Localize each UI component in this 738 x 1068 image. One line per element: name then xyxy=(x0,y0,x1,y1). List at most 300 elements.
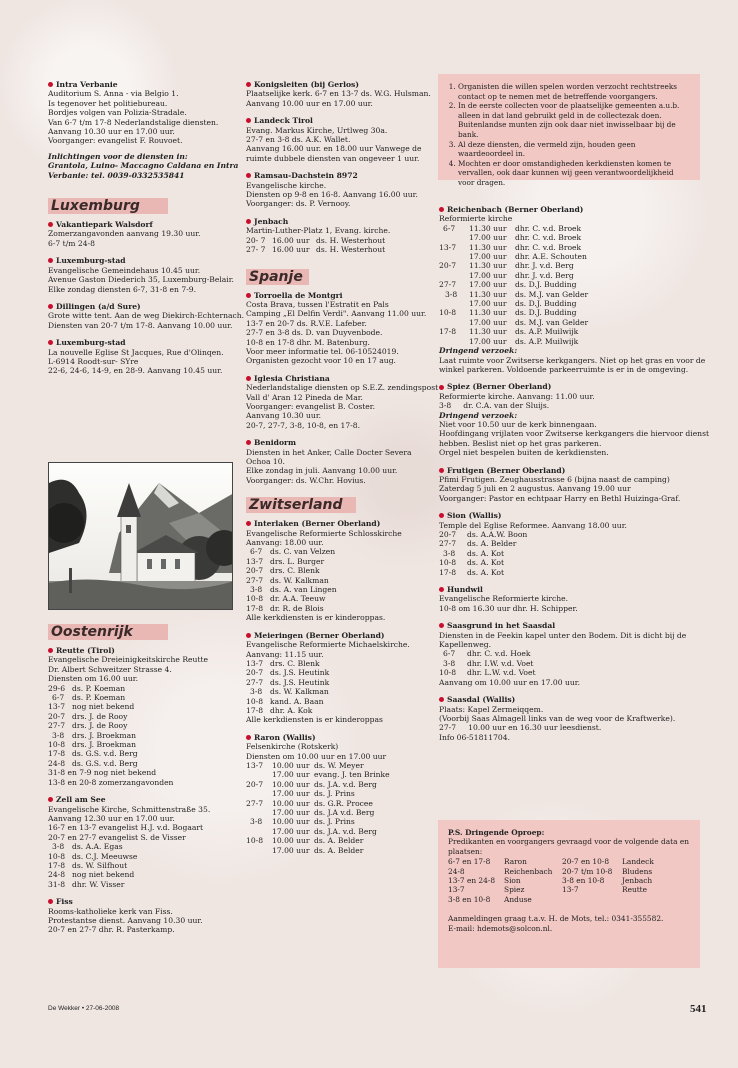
entry-benidorm xyxy=(246,438,436,485)
person-cell: drs. J. de Rooy xyxy=(72,711,128,721)
date-cell: 10-8 xyxy=(246,696,264,706)
person-cell: ds. P. Koeman xyxy=(72,693,126,703)
date-cell: 27-7 xyxy=(246,798,264,808)
entry-line: Bordjes volgen van Polizia-Stradale. xyxy=(48,108,187,118)
schedule-table xyxy=(439,530,699,577)
time-cell: 11.30 uur xyxy=(469,242,507,252)
date-cell: 20- 7 xyxy=(246,235,266,245)
time-cell: 11.30 uur xyxy=(469,308,507,318)
entry-line: Is tegenover het politiebureau. xyxy=(48,98,168,108)
ps-intro: Predikanten en voorgangers gevraagd voor de volgende data en plaatsen: xyxy=(448,837,689,856)
entry-line: 22-6, 24-6, 14-9, en 28-9. Aanvang 10.45 uur. xyxy=(48,366,223,376)
ps-cell: Spiez xyxy=(504,885,525,895)
person-cell: dhr. J. v.d. Berg xyxy=(515,261,574,271)
entry-saasdal xyxy=(439,695,699,742)
entry-line: Vall d' Aran 12 Pineda de Mar. xyxy=(246,392,363,402)
entry-line: 13-7 en 20-7 ds. R.V.E. Lafeber. xyxy=(246,318,367,328)
entry-line: Voorganger: Pastor en echtpaar Harry en Bethl Huizinga-Graf. xyxy=(439,493,681,503)
date-cell: 27-7 xyxy=(246,677,264,687)
bullet-icon xyxy=(48,258,53,263)
urgent-label: Dringend verzoek: xyxy=(439,346,518,356)
entry-spiez xyxy=(439,382,710,458)
schedule-table xyxy=(246,547,436,613)
entry-line: Ochoa 10. xyxy=(246,457,285,466)
ps-cell: Landeck xyxy=(622,857,654,867)
time-cell: 17.00 uur xyxy=(272,826,310,836)
bullet-icon xyxy=(439,587,444,592)
date-cell: 6-7 xyxy=(443,223,456,233)
entry-intra xyxy=(48,80,238,180)
person-cell: ds. A.P. Muilwijk xyxy=(515,327,579,337)
person-cell: ds. J.S. Heutink xyxy=(270,677,330,687)
person-cell: ds. A. Belder xyxy=(467,539,517,549)
entry-line: Orgel niet bespelen buiten de kerkdiensten. xyxy=(439,448,609,458)
info-item: 2. In de eerste collecten voor de plaatselijke gemeenten a.u.b. alleen in dat land gebruikt geld in de collectezak doen. Buitenlandse munten zijn ook daar niet inwisselbaar bij de bank. xyxy=(458,101,692,139)
entry-title: Fiss xyxy=(56,897,73,907)
entry-line: Diensten in de Feekin kapel unter den Bodem. Dit is dicht bij de xyxy=(439,630,687,640)
date-cell: 17-8 xyxy=(439,327,457,337)
urgent-label: Dringend verzoek: xyxy=(439,410,518,420)
person-cell: ds. A.A.W. Boon xyxy=(467,530,528,539)
entry-line: Evangelische Gemeindehaus 10.45 uur. xyxy=(48,265,201,275)
person-cell: dhr. C. v.d. Broek xyxy=(515,223,582,233)
time-cell: 16.00 uur xyxy=(272,235,310,245)
person-cell: dhr. W. Visser xyxy=(72,879,125,889)
time-cell: 17.00 uur xyxy=(469,317,507,327)
bullet-icon xyxy=(246,173,251,178)
entry-title: Saasdal (Wallis) xyxy=(447,695,516,705)
person-cell: ds. P. Koeman xyxy=(72,683,126,693)
bullet-icon xyxy=(439,697,444,702)
entry-line: Organisten gezocht voor 10 en 17 aug. xyxy=(246,356,396,366)
entry-line: Zomerzangavonden aanvang 19.30 uur. xyxy=(48,229,201,239)
time-cell: 10.00 uur xyxy=(272,817,310,827)
entry-line: Evangelische Dreieinigkeitskirche Reutte xyxy=(48,655,209,665)
bullet-icon xyxy=(439,385,444,390)
date-cell: 10-8 xyxy=(246,836,264,846)
entry-line: Rooms-katholieke kerk van Fiss. xyxy=(48,906,173,916)
entry-line: Evang. Markus Kirche, Urtlweg 30a. xyxy=(246,125,388,135)
time-cell: 11.30 uur xyxy=(469,261,507,271)
entry-line: ruimte dubbele diensten van ongeveer 1 uur. xyxy=(246,153,420,163)
entry-line: Evangelische Reformierte kirche. xyxy=(439,594,569,604)
entry-iglesia xyxy=(246,373,439,430)
entry-frutigen xyxy=(439,466,699,504)
section-heading-oostenrijk: Oostenrijk xyxy=(48,624,168,640)
entry-line: Evangelische Reformierte Schlosskirche xyxy=(246,528,402,538)
entry-line: Protestantse dienst. Aanvang 10.30 uur. xyxy=(48,915,203,925)
entry-line: Voorganger: evangelist F. Rouvoet. xyxy=(48,136,183,146)
ps-cell: 13-7 xyxy=(448,885,465,895)
date-cell: 3-8 xyxy=(443,548,456,558)
date-cell xyxy=(439,271,469,280)
ps-cell: Raron xyxy=(504,857,527,867)
entry-line: Camping „El Delfin Verdi". Aanvang 11.00 uur. xyxy=(246,309,427,319)
time-cell: 10.00 uur xyxy=(272,836,310,846)
person-cell: ds. M.J. van Gelder xyxy=(515,289,589,299)
info-line: Grantola, Luino- Maccagno Caldana en Intra xyxy=(48,161,239,171)
entry-line: Dr. Albert Schweitzer Strasse 4. xyxy=(48,664,172,674)
date-cell xyxy=(246,827,272,836)
entry-landeck xyxy=(246,116,436,163)
person-cell: ds. W. Meyer xyxy=(314,760,364,770)
bullet-icon xyxy=(246,633,251,638)
time-cell: 17.00 uur xyxy=(469,336,507,346)
entry-line: 3-8 dr. C.A. van der Sluijs. xyxy=(439,401,550,411)
person-cell: dhr. A. Kok xyxy=(270,705,313,715)
bullet-icon xyxy=(246,219,251,224)
entry-line: Martin-Luther-Platz 1, Evang. kirche. xyxy=(246,226,391,236)
person-cell: evang. J. ten Brinke xyxy=(314,770,390,780)
ps-box xyxy=(438,820,700,968)
person-cell: ds. A. Kot xyxy=(467,558,504,568)
entry-line: Kapellenweg. xyxy=(439,640,492,650)
ps-cell: 20-7 en 10-8 xyxy=(562,857,610,867)
entry-line: Aanvang: 18.00 uur. xyxy=(246,538,324,548)
entry-line: Info 06-51811704. xyxy=(439,732,510,742)
date-cell: 3-8 xyxy=(52,842,65,852)
entry-line: Diensten in het Anker, Calle Docter Severa xyxy=(246,447,412,457)
time-cell: 10.00 uur xyxy=(272,779,310,789)
ps-cell: 24-8 xyxy=(448,866,465,876)
date-cell: 17-8 xyxy=(439,567,457,577)
person-cell: ds. M.J. van Gelder xyxy=(515,317,589,327)
entry-line: 27-7 en 3-8 ds. D. van Duyvenbode. xyxy=(246,328,383,338)
time-cell: 17.00 uur xyxy=(272,770,310,780)
person-cell: dhr. J. v.d. Berg xyxy=(515,270,574,280)
info-item: 3. Al deze diensten, die vermeld zijn, houden geen waardeoordeel in. xyxy=(458,140,692,159)
ps-cell: 3-8 en 10-8 xyxy=(448,894,491,904)
date-cell: 13-7 xyxy=(439,242,457,252)
person-cell: dhr. L.W. v.d. Voet xyxy=(467,668,536,678)
entry-title: Hundwil xyxy=(447,585,483,595)
section-heading-luxemburg: Luxemburg xyxy=(48,198,168,214)
entry-line: 27-7 en 3-8 ds. A.K. Wallet. xyxy=(246,135,351,145)
ps-cell: Reichenbach xyxy=(504,866,553,876)
person-cell: ds. A. Belder xyxy=(314,845,364,855)
entry-line: 20-7 en 27-7 evangelist S. de Visser xyxy=(48,832,186,842)
entry-title: Spiez (Berner Oberland) xyxy=(447,382,552,392)
date-cell: 10-8 xyxy=(439,558,457,568)
entry-line: Costa Brava, tussen l'Estratit en Pals xyxy=(246,299,389,309)
time-cell: 17.00 uur xyxy=(272,845,310,855)
person-cell: drs. C. Blenk xyxy=(270,658,320,668)
ps-cell: 20-7 t/m 10-8 xyxy=(562,866,613,876)
column-1-lower xyxy=(48,618,238,943)
bullet-icon xyxy=(48,340,53,345)
info-item: 1. Organisten die willen spelen worden verzocht rechtstreeks contact op te nemen met de betreffende voorgangers. xyxy=(458,82,692,101)
person-cell: ds. G.S. v.d. Berg xyxy=(72,758,138,768)
entry-title: Benidorm xyxy=(254,438,297,448)
schedule-table xyxy=(439,649,699,677)
entry-meieringen xyxy=(246,631,436,725)
ps-cell: 3-8 en 10-8 xyxy=(562,876,605,886)
entry-line: Pfimi Frutigen. Zeughausstrasse 6 (bijna naast de camping) xyxy=(439,474,670,484)
column-2 xyxy=(246,80,439,863)
date-cell xyxy=(246,808,272,817)
info-box xyxy=(438,74,700,187)
date-cell: 3-8 xyxy=(443,658,456,668)
entry-fiss xyxy=(48,897,238,935)
entry-line: 20-7, 27-7, 3-8, 10-8, en 17-8. xyxy=(246,420,360,430)
bullet-icon xyxy=(48,222,53,227)
entry-title: Landeck Tirol xyxy=(254,116,313,126)
ps-grid xyxy=(448,857,690,904)
entry-line: 20-7 en 27-7 dhr. R. Pasterkamp. xyxy=(48,925,175,935)
date-cell xyxy=(246,789,272,798)
entry-line: Voor meer informatie tel. 06-10524019. xyxy=(246,346,399,356)
entry-title: Raron (Wallis) xyxy=(254,732,316,742)
date-cell: 13-7 xyxy=(48,702,66,712)
date-cell: 10-8 xyxy=(48,851,66,861)
time-cell: 17.00 uur xyxy=(469,252,507,262)
bullet-icon xyxy=(48,797,53,802)
person-cell: drs. C. Blenk xyxy=(270,566,320,576)
entry-line: Felsenkirche (Rotskerk) xyxy=(246,742,339,752)
person-cell: drs. J. Broekman xyxy=(72,740,136,750)
entry-line: Van 6-7 t/m 17-8 Nederlandstalige diensten. xyxy=(48,117,219,127)
person-cell: ds. W. Kalkman xyxy=(270,687,329,697)
date-cell: 17-8 xyxy=(48,860,66,870)
entry-line: Diensten om 10.00 uur en 17.00 uur xyxy=(246,751,387,761)
date-cell: 6-7 xyxy=(443,649,456,659)
bullet-icon xyxy=(246,735,251,740)
entry-title: Torroella de Montgri xyxy=(254,290,343,300)
date-cell xyxy=(439,337,469,346)
entry-line: L-6914 Roodt-sur- SYre xyxy=(48,356,139,366)
entry-ramsau xyxy=(246,171,436,209)
date-cell: 10-8 xyxy=(48,740,66,750)
date-cell: 13-7 xyxy=(246,760,264,770)
time-cell: 17.00 uur xyxy=(469,299,507,309)
entry-line: Evangelische Reformierte Michaelskirche. xyxy=(246,640,410,650)
entry-line: hebben. Beslist niet op het gras parkeren. xyxy=(439,438,602,448)
time-cell: 17.00 uur xyxy=(469,280,507,290)
entry-line: Diensten om 16.00 uur. xyxy=(48,674,138,684)
entry-line: Reformierte kirche. Aanvang: 11.00 uur. xyxy=(439,391,595,401)
entry-line: Aanvang 10.30 uur. xyxy=(246,411,322,421)
entry-line: 31-8 en 7-9 nog niet bekend xyxy=(48,768,157,778)
person-cell: drs. L. Burger xyxy=(270,556,325,566)
bullet-icon xyxy=(48,648,53,653)
date-cell: 27-7 xyxy=(439,280,457,290)
entry-line: Aanvang 10.00 uur en 17.00 uur. xyxy=(246,98,373,108)
person-cell: dhr. A.E. Schouten xyxy=(515,252,587,262)
date-cell: 17-8 xyxy=(246,705,264,715)
date-cell: 20-7 xyxy=(439,530,457,539)
section-heading-zwitserland: Zwitserland xyxy=(246,497,356,513)
person-cell: ds. A. van Lingen xyxy=(270,585,337,595)
entry-torroella xyxy=(246,291,436,366)
person-cell: ds. J.S. Heutink xyxy=(270,668,330,678)
entry-title: Konigsleiten (bij Gerlos) xyxy=(254,80,359,89)
date-cell: 6-7 xyxy=(52,693,65,703)
entry-line: Niet voor 10.50 uur de kerk binnengaan. xyxy=(439,419,597,429)
ps-cell xyxy=(622,895,690,904)
entry-title: Sion (Wallis) xyxy=(447,511,502,521)
entry-saasgrund xyxy=(439,621,699,687)
entry-line: 16-7 en 13-7 evangelist H.J. v.d. Bogaart xyxy=(48,823,204,833)
entry-title: Interlaken (Berner Oberland) xyxy=(254,519,381,529)
entry-line: Zaterdag 5 juli en 2 augustus. Aanvang 19.00 uur xyxy=(439,484,631,494)
time-cell: 11.30 uur xyxy=(469,327,507,337)
entry-jenbach xyxy=(246,217,436,255)
date-cell xyxy=(439,252,469,261)
page-number: 541 xyxy=(690,1003,707,1015)
schedule-table xyxy=(48,684,238,769)
entry-title: Jenbach xyxy=(254,216,289,226)
date-cell: 3-8 xyxy=(250,585,263,595)
date-cell: 10-8 xyxy=(439,668,457,678)
bullet-icon xyxy=(48,82,53,87)
person-cell: ds. W. Silfhout xyxy=(72,860,128,870)
info-line: Inlichtingen voor de diensten in: xyxy=(48,151,188,161)
person-cell: kand. A. Baan xyxy=(270,696,324,706)
entry-line: Aanvang: 11.15 uur. xyxy=(246,649,324,659)
date-cell: 20-7 xyxy=(246,779,264,789)
time-cell: 17.00 uur xyxy=(272,789,310,799)
church-photo xyxy=(48,462,233,610)
info-line: Verbanie: tel. 0039-0332535841 xyxy=(48,170,185,180)
entry-line: 13-8 en 20-8 zomerzangavonden xyxy=(48,777,174,787)
person-cell: dr. A.A. Teeuw xyxy=(270,594,326,604)
entry-title: Luxemburg-stad xyxy=(56,338,126,348)
time-cell: 11.30 uur xyxy=(469,289,507,299)
person-cell: drs. J. Broekman xyxy=(72,730,136,740)
time-cell: 11.30 uur xyxy=(469,223,507,233)
entry-title: Saasgrund in het Saasdal xyxy=(447,621,556,631)
date-cell: 3-8 xyxy=(445,289,458,299)
entry-title: Frutigen (Berner Oberland) xyxy=(447,465,566,475)
entry-line: Voorganger: ds. W.Chr. Hovius. xyxy=(246,475,366,485)
schedule-table xyxy=(439,224,699,346)
date-cell: 27-7 xyxy=(439,539,457,549)
person-cell: ds. A.A. Egas xyxy=(72,842,123,852)
entry-line: Diensten van 20-7 t/m 17-8. Aanvang 10.00 uur. xyxy=(48,320,233,330)
entry-line: Aanvang 16.00 uur. en 18.00 uur Vanwege de xyxy=(246,144,422,154)
time-cell: 10.00 uur xyxy=(272,760,310,770)
ps-cell xyxy=(562,895,622,904)
entry-line: Reformierte kirche xyxy=(439,214,513,224)
person-cell: ds. H. Westerhout xyxy=(316,245,386,255)
person-cell: ds. J.A. v.d. Berg xyxy=(314,779,377,789)
date-cell: 13-7 xyxy=(246,658,264,668)
date-cell: 3-8 xyxy=(250,817,263,827)
date-cell xyxy=(246,846,272,855)
entry-title: Zell am See xyxy=(56,795,106,805)
entry-title: Meieringen (Berner Oberland) xyxy=(254,630,385,640)
schedule-table xyxy=(246,236,436,255)
person-cell: ds. A.P. Muilwijk xyxy=(515,336,579,346)
entry-line: Plaats: Kapel Zermeiqqem. xyxy=(439,704,544,714)
entry-line: winkel parkeren. Voldoende parkeerruimte is er in de omgeving. xyxy=(439,364,689,374)
section-heading-spanje: Spanje xyxy=(246,269,309,285)
date-cell: 27- 7 xyxy=(246,245,266,255)
person-cell: dhr. C. v.d. Hoek xyxy=(467,649,531,659)
entry-luxemburg-stad xyxy=(48,256,238,294)
ps-cell: 6-7 en 17-8 xyxy=(448,857,491,867)
person-cell: ds. D.J. Budding xyxy=(515,280,577,290)
time-cell: 17.00 uur xyxy=(469,233,507,243)
entry-title: Ramsau-Dachstein 8972 xyxy=(254,171,358,181)
entry-line: Laat ruimte voor Zwitserse kerkgangers. Niet op het gras en voor de xyxy=(439,355,706,365)
ps-cell: Bludens xyxy=(622,866,653,876)
date-cell: 29-6 xyxy=(48,683,66,693)
entry-title: Reutte (Tirol) xyxy=(56,646,115,655)
date-cell: 20-7 xyxy=(246,566,264,576)
bullet-icon xyxy=(48,304,53,309)
entry-walsdorf xyxy=(48,220,238,248)
entry-raron xyxy=(246,733,436,855)
entry-line: 6-7 t/m 24-8 xyxy=(48,238,95,248)
bullet-icon xyxy=(439,468,444,473)
person-cell: ds. A. Kot xyxy=(467,548,504,558)
info-item: 4. Mochten er door omstandigheden kerkdiensten komen te vervallen, ook daar kunnen wij geen verantwoordelijkheid voor dragen. xyxy=(458,159,692,188)
entry-line: Temple del Eglise Reformee. Aanvang 18.00 uur. xyxy=(439,520,627,530)
entry-line: Nederlandstalige diensten op S.E.Z. zendingspost xyxy=(246,383,439,393)
entry-title: Reichenbach (Berner Oberland) xyxy=(447,205,584,214)
person-cell: ds. A. Kot xyxy=(467,567,504,577)
date-cell: 17-8 xyxy=(246,603,264,613)
date-cell: 31-8 xyxy=(48,879,66,889)
entry-title: Vakantiepark Walsdorf xyxy=(56,220,153,230)
entry-line: Aanvang 10.30 uur en 17.00 uur. xyxy=(48,127,175,137)
entry-line: (Voorbij Saas Almagell links van de weg voor de Kraftwerke). xyxy=(439,713,676,723)
entry-title: Luxemburg-stad xyxy=(56,256,126,266)
entry-line: Grote witte tent. Aan de weg Diekirch-Echternach. xyxy=(48,311,245,321)
date-cell xyxy=(439,318,469,327)
schedule-table xyxy=(246,761,436,855)
entry-line: Alle kerkdiensten is er kinderoppas xyxy=(246,715,383,725)
entry-line: Hoofdingang vrijlaten voor Zwitserse kerkgangers die hiervoor dienst xyxy=(439,429,710,439)
footer-publication: De Wekker • 27-06-2008 xyxy=(48,1005,120,1012)
date-cell: 3-8 xyxy=(52,730,65,740)
date-cell: 20-7 xyxy=(48,711,66,721)
entry-zell xyxy=(48,795,238,889)
person-cell: dhr. C. v.d. Broek xyxy=(515,242,582,252)
person-cell: ds. C. van Velzen xyxy=(270,547,336,557)
column-1 xyxy=(48,80,245,384)
person-cell: drs. J. de Rooy xyxy=(72,721,128,731)
time-cell: 17.00 uur xyxy=(272,808,310,817)
entry-dillingen xyxy=(48,301,245,330)
person-cell: ds. C.J. Meeuwse xyxy=(72,851,138,861)
date-cell: 24-8 xyxy=(48,758,66,768)
ps-title: P.S. Dringende Oproep: xyxy=(448,828,545,837)
bullet-icon xyxy=(439,513,444,518)
person-cell: ds. D.J. Budding xyxy=(515,299,577,309)
entry-line: Auditorium S. Anna - via Belgio 1. xyxy=(48,89,179,99)
bullet-icon xyxy=(439,623,444,628)
person-cell: ds. J.A v.d. Berg xyxy=(314,808,375,817)
person-cell: ds. H. Westerhout xyxy=(316,235,386,245)
ps-cell: Sion xyxy=(504,876,521,886)
date-cell: 10-8 xyxy=(439,308,457,318)
entry-hundwil xyxy=(439,585,699,613)
entry-line: 27-7 10.00 uur en 16.30 uur leesdienst. xyxy=(439,723,602,733)
ps-cell: 13-7 xyxy=(562,885,579,895)
entry-line: 10-8 om 16.30 uur dhr. H. Schipper. xyxy=(439,603,578,613)
person-cell: ds. J. Prins xyxy=(314,817,355,827)
date-cell: 13-7 xyxy=(246,556,264,566)
schedule-table xyxy=(48,842,238,889)
info-list xyxy=(446,82,692,188)
ps-email[interactable]: E-mail: hdemots@solcon.nl. xyxy=(448,923,553,933)
person-cell: dhr. C. v.d. Broek xyxy=(515,233,582,243)
date-cell: 20-7 xyxy=(439,261,457,271)
person-cell: ds. J.A. v.d. Berg xyxy=(314,826,377,836)
ps-contact: Aanmeldingen graag t.a.v. H. de Mots, tel.: 0341-355582. xyxy=(448,914,664,924)
